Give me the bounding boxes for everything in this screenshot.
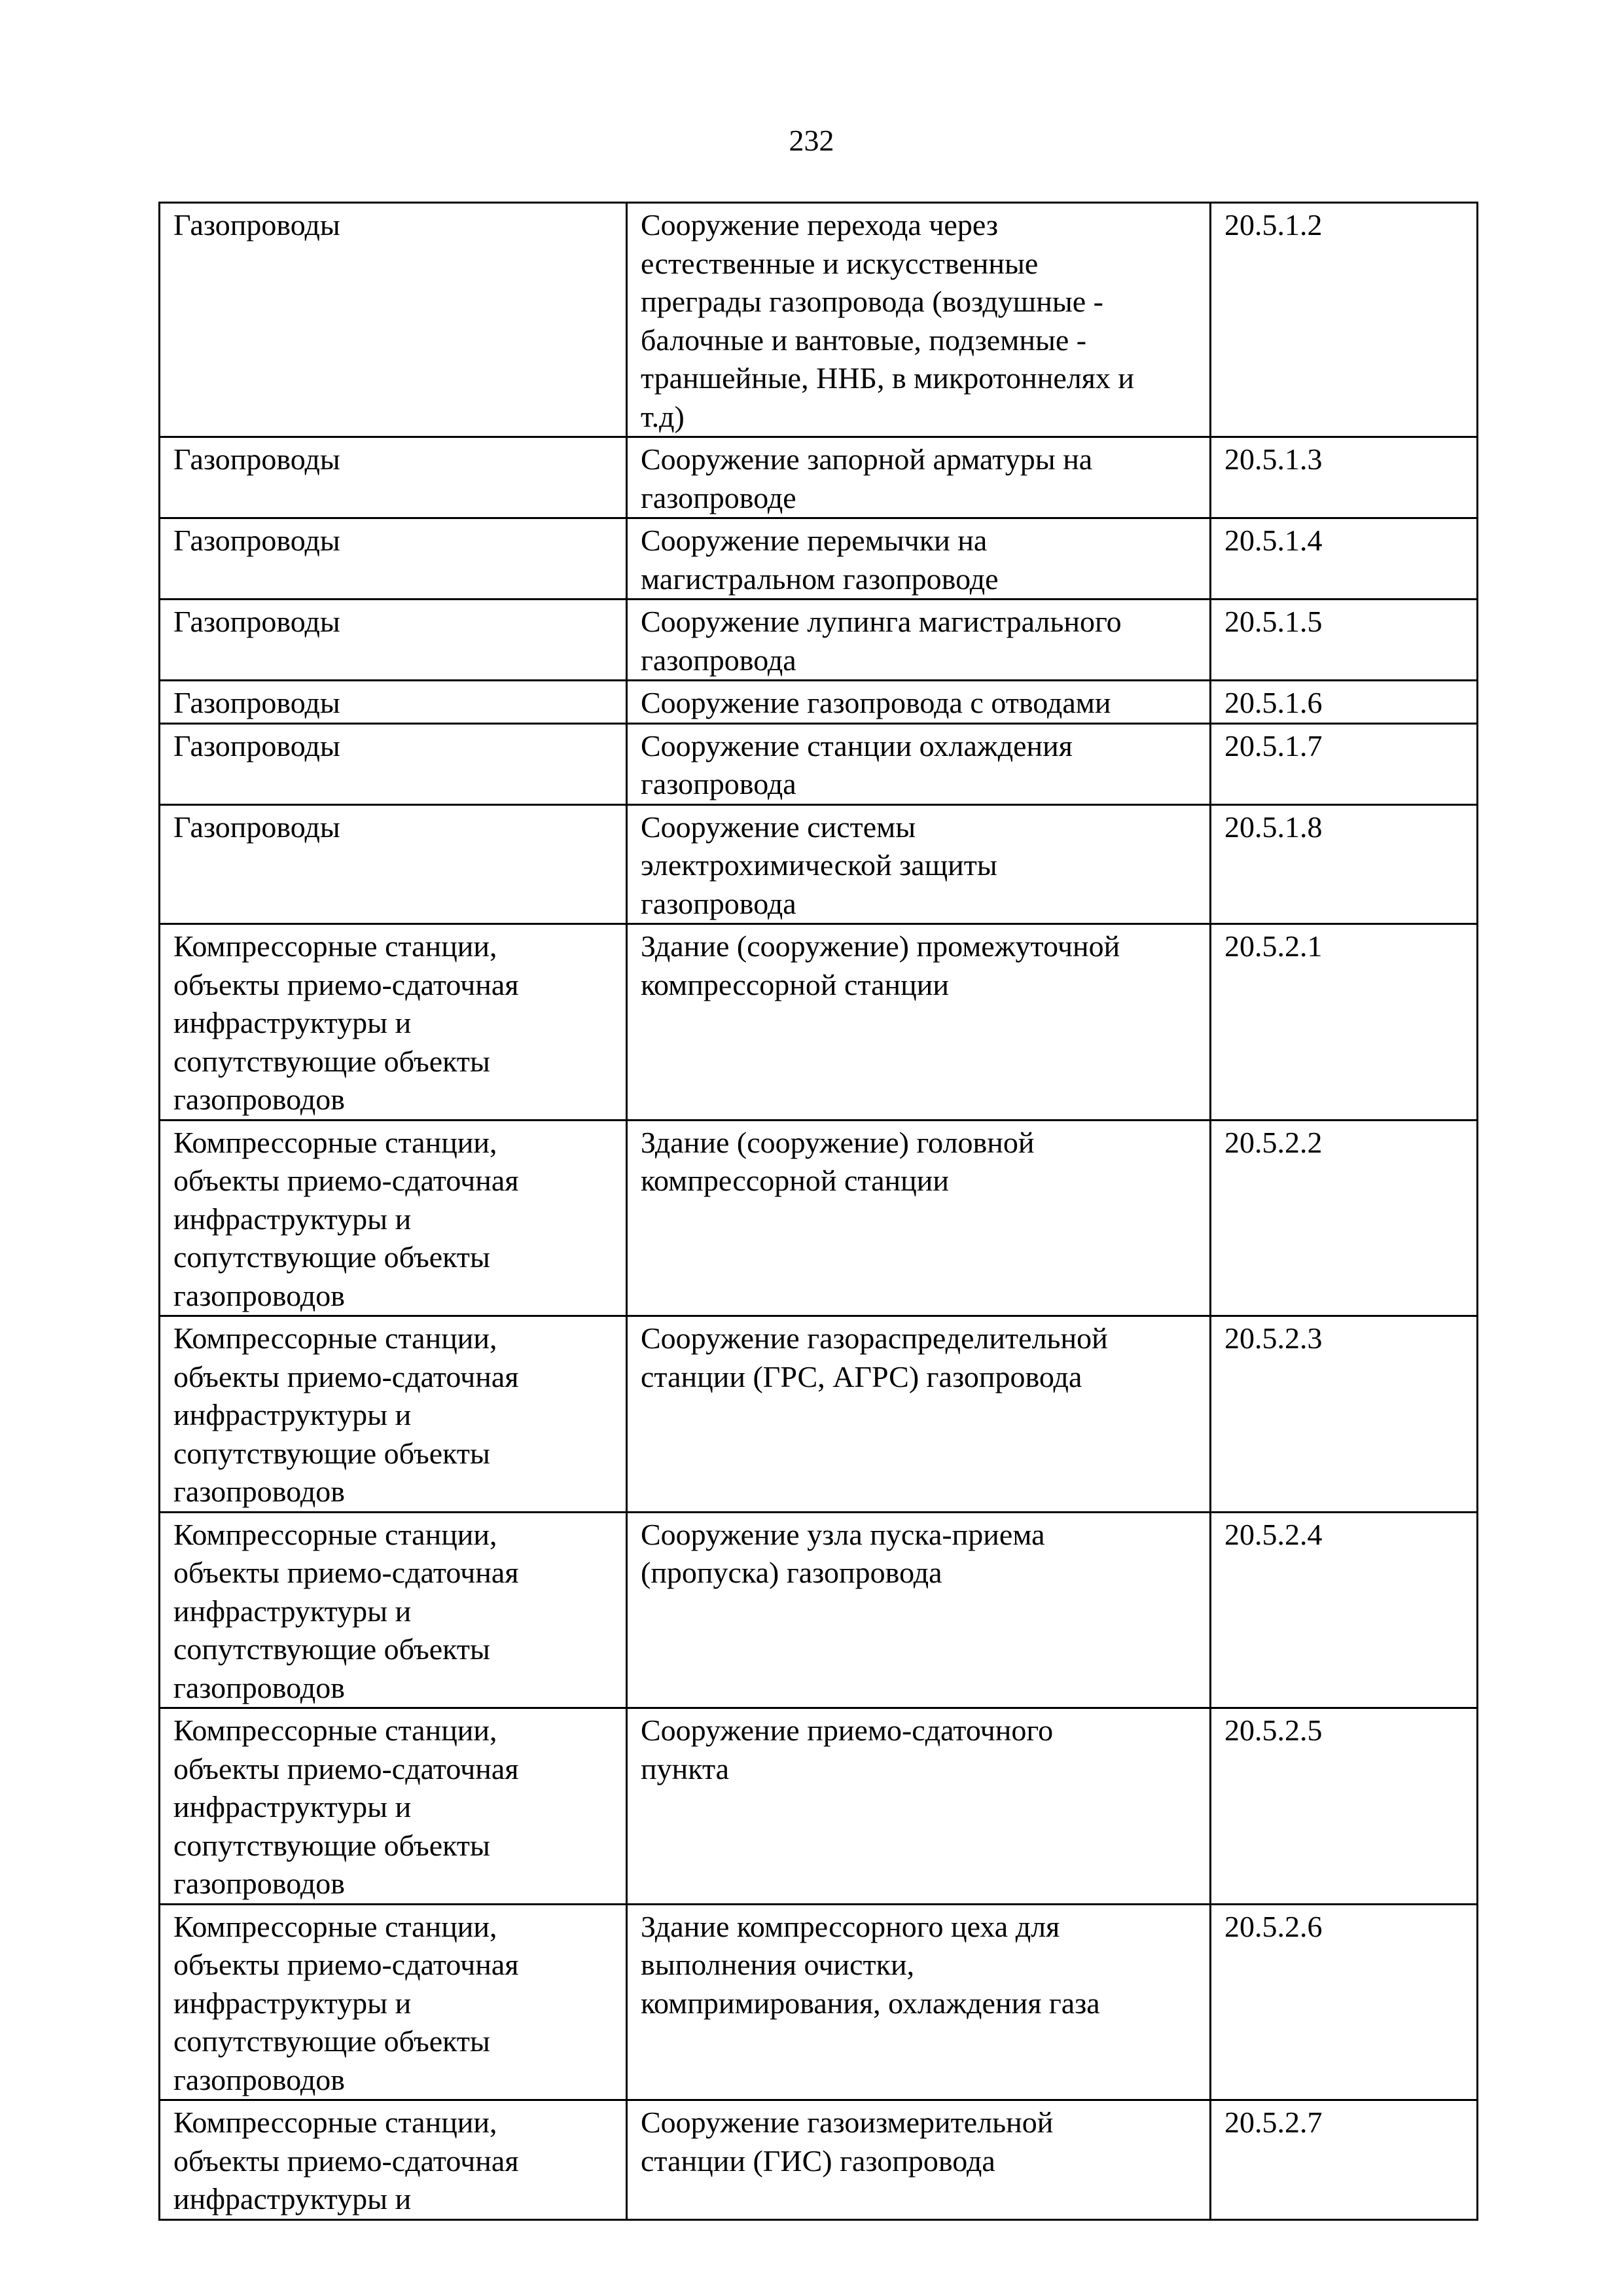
page-number: 232	[789, 124, 834, 157]
object-type-cell: Компрессорные станции, объекты приемо-сдаточная инфраструктуры и сопутствующие объекты газопроводов	[160, 1512, 627, 1708]
description-cell: Сооружение запорной арматуры на газопроводе	[627, 437, 1211, 518]
object-type-cell: Газопроводы	[160, 518, 627, 600]
description-cell: Здание компрессорного цеха для выполнения очистки, компримирования, охлаждения газа	[627, 1904, 1211, 2100]
code-cell: 20.5.2.2	[1211, 1120, 1478, 1316]
description-cell: Здание (сооружение) промежуточной компрессорной станции	[627, 924, 1211, 1121]
description-cell: Сооружение станции охлаждения газопровода	[627, 723, 1211, 804]
object-type-cell: Газопроводы	[160, 203, 627, 437]
description-cell: Сооружение узла пуска-приема (пропуска) газопровода	[627, 1512, 1211, 1708]
table-row	[160, 203, 1478, 437]
object-type-cell: Газопроводы	[160, 600, 627, 681]
object-type-cell: Компрессорные станции, объекты приемо-сдаточная инфраструктуры и сопутствующие объекты газопроводов	[160, 1316, 627, 1513]
object-type-cell: Компрессорные станции, объекты приемо-сдаточная инфраструктуры и сопутствующие объекты газопроводов	[160, 1904, 627, 2100]
table-row	[160, 600, 1478, 681]
description-cell: Сооружение перехода через естественные и искусственные преграды газопровода (воздушные - балочные и вантовые, подземные - траншейные, ННБ, в микротоннелях и т.д)	[627, 203, 1211, 437]
table-row	[160, 1512, 1478, 1708]
object-type-cell: Компрессорные станции, объекты приемо-сдаточная инфраструктуры и сопутствующие объекты газопроводов	[160, 924, 627, 1121]
table-row	[160, 437, 1478, 518]
description-cell: Сооружение газораспределительной станции (ГРС, АГРС) газопровода	[627, 1316, 1211, 1513]
table-row	[160, 2100, 1478, 2220]
table-row	[160, 518, 1478, 600]
code-cell: 20.5.2.7	[1211, 2100, 1478, 2220]
code-cell: 20.5.1.4	[1211, 518, 1478, 600]
table-row	[160, 1316, 1478, 1513]
object-type-cell: Компрессорные станции, объекты приемо-сдаточная инфраструктуры и сопутствующие объекты газопроводов	[160, 1120, 627, 1316]
table-row	[160, 924, 1478, 1121]
object-type-cell: Газопроводы	[160, 723, 627, 804]
description-cell: Сооружение перемычки на магистральном газопроводе	[627, 518, 1211, 600]
table-row	[160, 804, 1478, 924]
object-type-cell: Компрессорные станции, объекты приемо-сдаточная инфраструктуры и	[160, 2100, 627, 2220]
code-cell: 20.5.2.5	[1211, 1708, 1478, 1905]
code-cell: 20.5.1.6	[1211, 681, 1478, 724]
object-type-cell: Газопроводы	[160, 437, 627, 518]
code-cell: 20.5.2.4	[1211, 1512, 1478, 1708]
table-row	[160, 1120, 1478, 1316]
code-cell: 20.5.2.3	[1211, 1316, 1478, 1513]
code-cell: 20.5.1.5	[1211, 600, 1478, 681]
classification-table	[158, 202, 1478, 2221]
object-type-cell: Газопроводы	[160, 681, 627, 724]
code-cell: 20.5.1.7	[1211, 723, 1478, 804]
code-cell: 20.5.1.3	[1211, 437, 1478, 518]
table-row	[160, 723, 1478, 804]
code-cell: 20.5.1.2	[1211, 203, 1478, 437]
description-cell: Здание (сооружение) головной компрессорной станции	[627, 1120, 1211, 1316]
table-row	[160, 1904, 1478, 2100]
object-type-cell: Газопроводы	[160, 804, 627, 924]
description-cell: Сооружение лупинга магистрального газопровода	[627, 600, 1211, 681]
description-cell: Сооружение системы электрохимической защиты газопровода	[627, 804, 1211, 924]
code-cell: 20.5.2.6	[1211, 1904, 1478, 2100]
code-cell: 20.5.1.8	[1211, 804, 1478, 924]
object-type-cell: Компрессорные станции, объекты приемо-сдаточная инфраструктуры и сопутствующие объекты газопроводов	[160, 1708, 627, 1905]
description-cell: Сооружение газоизмерительной станции (ГИС) газопровода	[627, 2100, 1211, 2220]
code-cell: 20.5.2.1	[1211, 924, 1478, 1121]
description-cell: Сооружение газопровода с отводами	[627, 681, 1211, 724]
description-cell: Сооружение приемо-сдаточного пункта	[627, 1708, 1211, 1905]
table-row	[160, 681, 1478, 724]
table-row	[160, 1708, 1478, 1905]
